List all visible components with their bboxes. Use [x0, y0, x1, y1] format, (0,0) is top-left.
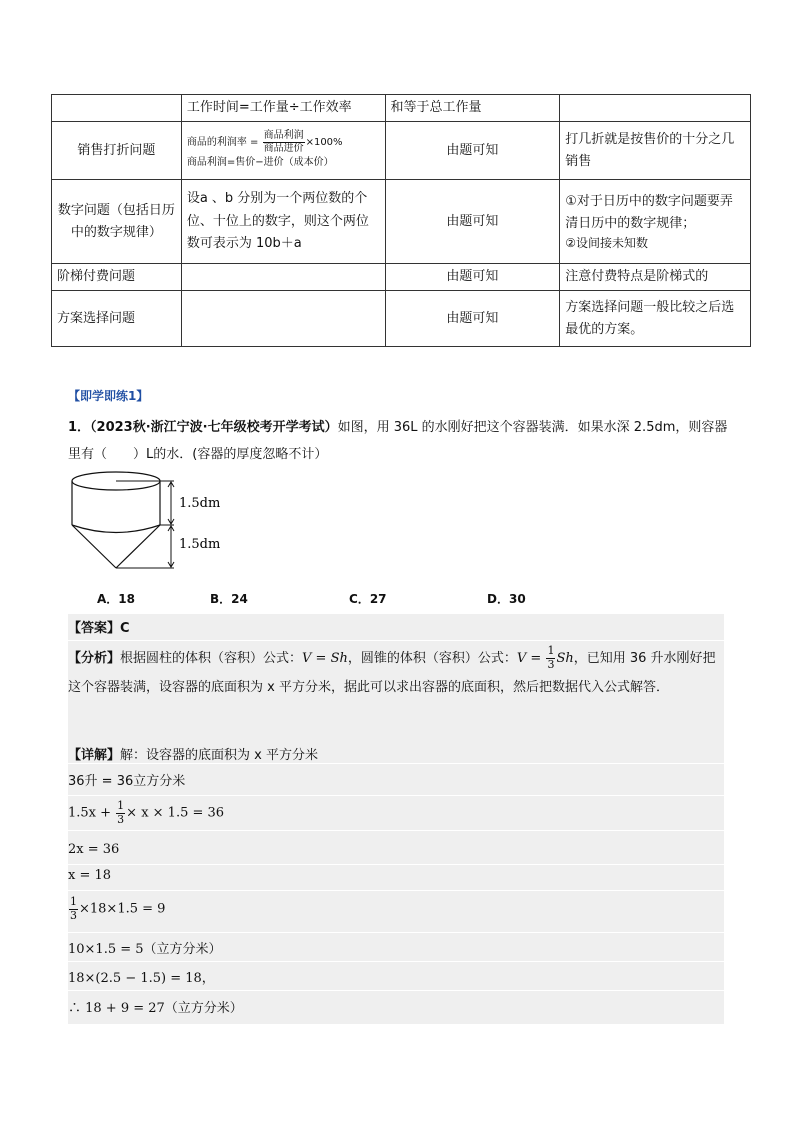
detail-line: 【详解】解：设容器的底面积为 x 平方分米 [68, 748, 318, 763]
table-row [52, 122, 751, 180]
step-line: 36升 = 36立方分米 [68, 774, 186, 789]
step-line: 1.5x + $\frac{1}{3}$ × x × 1.5 = 36 [68, 799, 225, 826]
table-cell: 阶梯付费问题 [52, 264, 182, 291]
container-figure [68, 470, 248, 574]
option-b[interactable]: B．24 [210, 592, 248, 606]
table-cell [560, 180, 751, 264]
option-c[interactable]: C．27 [349, 592, 387, 606]
table-cell: 由题可知 [385, 291, 560, 347]
dimension-label-bottom: 1.5dm [179, 537, 221, 552]
option-d[interactable]: D．30 [487, 592, 526, 606]
step-line: 2x = 36 [68, 842, 120, 857]
table-cell: 注意付费特点是阶梯式的 [560, 264, 751, 291]
fraction: $\frac{1}{3}$ [117, 799, 125, 826]
step-line: x = 18 [68, 868, 112, 883]
tip-line: ②设间接未知数 [565, 235, 649, 250]
fraction: $\frac{1}{3}$ [70, 895, 77, 922]
table-cell: 销售打折问题 [52, 122, 182, 180]
option-a[interactable]: A．18 [97, 592, 135, 606]
summary-table [51, 94, 751, 347]
profit-rate-formula: 商品的利润率 = $\frac{\text{商品利润}}{\text{商品进价}}$ ×100% [186, 130, 343, 154]
table-cell: 方案选择问题一般比较之后选最优的方案。 [560, 291, 751, 347]
table-cell [181, 264, 385, 291]
table-cell [52, 95, 182, 122]
profit-formula: 商品利润=售价−进价（成本价） [186, 157, 334, 169]
table-cell: 方案选择问题 [52, 291, 182, 347]
table-cell: 和等于总工作量 [385, 95, 560, 122]
question-text: 1．（2023秋·浙江宁波·七年级校考开学考试）如图，用 36L 的水刚好把这个容器装满．如果水深 2.5dm，则容器里有（ ）L的水．(容器的厚度忽略不计） [68, 420, 728, 462]
step-line: 18×(2.5 − 1.5) = 18， [68, 971, 215, 986]
cone-side-left [72, 525, 116, 568]
fraction: $\frac{\text{商品利润}}{\text{商品进价}}$ [263, 130, 304, 154]
table-cell: 打几折就是按售价的十分之几销售 [560, 122, 751, 180]
cone-side-right [116, 525, 160, 568]
step-line: 10×1.5 = 5（立方分米） [68, 942, 222, 957]
dimension-label-top: 1.5dm [179, 496, 221, 511]
table-row [52, 95, 751, 122]
table-cell: 工作时间=工作量÷工作效率 [181, 95, 385, 122]
table-cell: 由题可知 [385, 264, 560, 291]
section-heading: 【即学即练1】 [68, 389, 149, 403]
analysis-paragraph: 【分析】根据圆柱的体积（容积）公式：V = Sh，圆锥的体积（容积）公式：V = $\frac{1}{3}$ Sh，已知用 36 升水刚好把这个容器装满，设容器的底面积为 x 平方分米，据此可以求出容器的底面积，然后把数据代入公式解答． [68, 644, 716, 695]
step-line: $\frac{1}{3}$ ×18×1.5 = 9 [70, 895, 166, 922]
table-row [52, 291, 751, 347]
table-cell: 设a 、b 分别为一个两位数的个位、十位上的数字，则这个两位数可表示为 10b＋a [181, 180, 385, 264]
answer-line: 【答案】C [68, 621, 130, 636]
table-cell: 由题可知 [385, 122, 560, 180]
tip-line: ①对于日历中的数字问题要弄清日历中的数字规律； [565, 193, 733, 231]
table-row [52, 180, 751, 264]
cylinder-bottom [72, 525, 160, 533]
table-cell: 数字问题（包括日历中的数字规律） [52, 180, 182, 264]
table-cell [181, 291, 385, 347]
step-line: ∴ 18 + 9 = 27（立方分米） [68, 1001, 243, 1016]
table-cell [181, 122, 385, 180]
fraction: $\frac{1}{3}$ [547, 644, 555, 671]
table-cell [560, 95, 751, 122]
table-row [52, 264, 751, 291]
table-cell: 由题可知 [385, 180, 560, 264]
